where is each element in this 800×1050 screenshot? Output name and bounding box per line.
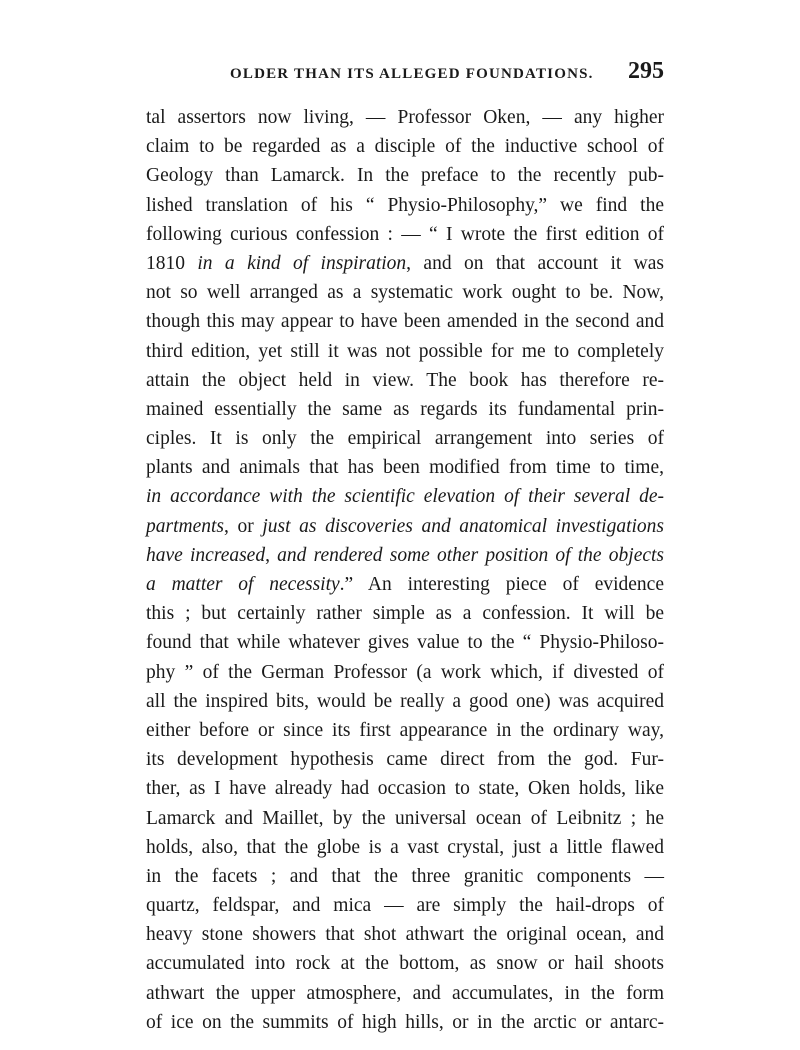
- text-line: [146, 249, 664, 278]
- text-line: [146, 395, 664, 424]
- text-segment: , or: [224, 515, 263, 537]
- text-segment: mained essentially the same as regards its fundamental prin-: [146, 398, 664, 420]
- text-line: [146, 337, 664, 366]
- text-line: [146, 366, 664, 395]
- text-line: [146, 716, 664, 745]
- text-segment: tal assertors now living, — Professor Oken, — any higher: [146, 107, 664, 128]
- text-segment: athwart the upper atmosphere, and accumulates, in the form: [146, 982, 664, 1004]
- text-line: [146, 745, 664, 774]
- text-line: [146, 949, 664, 978]
- text-segment: 1810: [146, 252, 198, 274]
- text-segment: this ; but certainly rather simple as a confession. It will be: [146, 603, 664, 625]
- italic-text: in a kind of inspiration: [197, 252, 407, 274]
- text-line: [146, 161, 664, 190]
- text-line: [146, 220, 664, 249]
- text-line: [146, 541, 664, 570]
- text-segment: ther, as I have already had occasion to state, Oken holds, like: [146, 778, 664, 800]
- text-line: [146, 862, 664, 891]
- text-segment: Lamarck and Maillet, by the universal ocean of Leibnitz ; he: [146, 807, 664, 829]
- text-line: [146, 599, 664, 628]
- text-segment: its development hypothesis came direct from the god. Fur-: [146, 749, 664, 771]
- text-segment: claim to be regarded as a disciple of the inductive school of: [146, 136, 664, 158]
- running-title: OLDER THAN ITS ALLEGED FOUNDATIONS.: [230, 66, 594, 82]
- text-segment: holds, also, that the globe is a vast crystal, just a little flawed: [146, 836, 664, 858]
- text-segment: though this may appear to have been amended in the second and: [146, 311, 664, 333]
- text-line: [146, 307, 664, 336]
- text-line: [146, 687, 664, 716]
- text-segment: quartz, feldspar, and mica — are simply the hail-drops of: [146, 895, 664, 917]
- text-line: [146, 920, 664, 949]
- text-segment: ,: [265, 544, 278, 566]
- text-line: [146, 804, 664, 833]
- text-line: [146, 103, 664, 132]
- text-segment: accumulated into rock at the bottom, as snow or hail shoots: [146, 953, 664, 975]
- text-segment: ciples. It is only the empirical arrangement into series of: [146, 428, 664, 450]
- text-line: [146, 132, 664, 161]
- text-segment: phy ” of the German Professor (a work which, if divested of: [146, 661, 664, 683]
- italic-text: just as discoveries and anatomical investigations: [262, 515, 664, 537]
- text-segment: either before or since its first appearance in the ordinary way,: [146, 719, 664, 741]
- text-segment: , and on that account it was: [406, 252, 665, 274]
- text-line: [146, 482, 664, 511]
- text-segment: all the inspired bits, would be really a good one) was acquired: [146, 690, 664, 712]
- page-number: 295: [628, 58, 664, 84]
- text-segment: in the facets ; and that the three granitic components —: [146, 865, 664, 887]
- text-line: [146, 658, 664, 687]
- text-segment: of ice on the summits of high hills, or in the arctic or antarc-: [146, 1011, 664, 1033]
- body-text: [146, 103, 664, 1037]
- text-segment: Geology than Lamarck. In the preface to the recently pub-: [146, 165, 664, 187]
- text-line: [146, 570, 664, 599]
- text-segment: not so well arranged as a systematic work ought to be. Now,: [146, 282, 664, 304]
- italic-text: a matter of necessity: [146, 574, 340, 595]
- italic-text: partments: [146, 515, 224, 537]
- text-line: [146, 453, 664, 482]
- italic-text: and rendered some other position of the objects: [277, 544, 665, 566]
- text-line: [146, 628, 664, 657]
- text-segment: heavy stone showers that shot athwart the original ocean, and: [146, 924, 664, 946]
- text-segment: attain the object held in view. The book has therefore re-: [146, 369, 664, 391]
- text-segment: lished translation of his “ Physio-Philosophy,” we find the: [146, 194, 664, 216]
- text-line: [146, 979, 664, 1008]
- italic-text: have increased: [146, 544, 266, 566]
- running-head: [146, 58, 664, 92]
- text-segment: following curious confession : — “ I wrote the first edition of: [146, 223, 664, 245]
- text-line: [146, 833, 664, 862]
- text-line: [146, 278, 664, 307]
- text-segment: third edition, yet still it was not possible for me to completely: [146, 340, 664, 362]
- text-line: [146, 512, 664, 541]
- text-line: [146, 774, 664, 803]
- text-line: [146, 424, 664, 453]
- text-segment: found that while whatever gives value to the “ Physio-Philoso-: [146, 632, 664, 654]
- text-segment: plants and animals that has been modified from time to time,: [146, 457, 664, 479]
- text-line: [146, 1008, 664, 1037]
- text-segment: .” An interesting piece of evidence: [339, 574, 664, 595]
- italic-text: in accordance with the scientific elevation of their several de-: [146, 486, 664, 508]
- text-line: [146, 191, 664, 220]
- text-line: [146, 891, 664, 920]
